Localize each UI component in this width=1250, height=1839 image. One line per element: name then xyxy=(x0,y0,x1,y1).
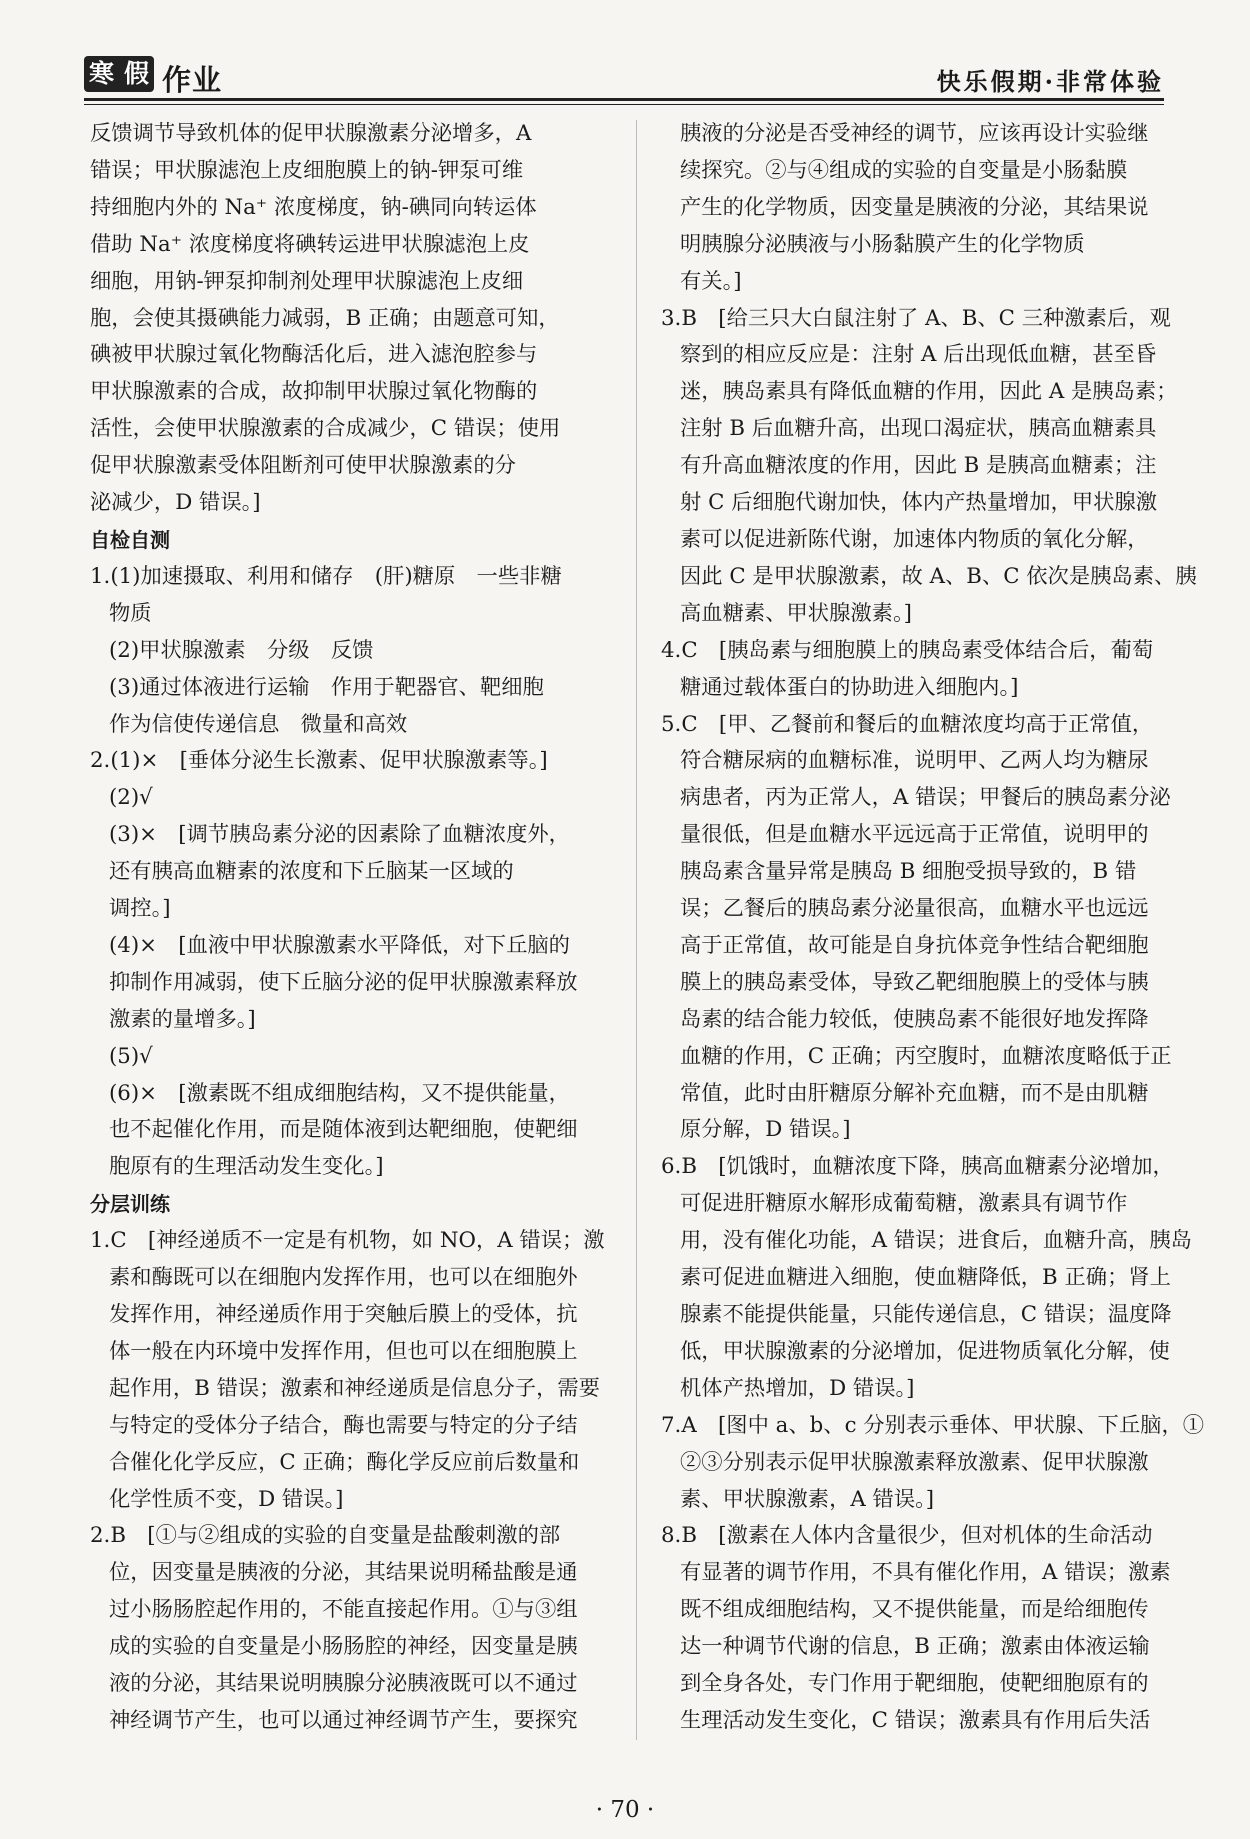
text-line: 察到的相应反应是：注射 A 后出现低血糖，甚至昏 xyxy=(680,342,1157,368)
text-line: 促甲状腺激素受体阻断剂可使甲状腺激素的分 xyxy=(90,453,516,479)
text-line: 素可促进血糖进入细胞，使血糖降低，B 正确；肾上 xyxy=(680,1265,1171,1291)
text-line: 4.C [胰岛素与细胞膜上的胰岛素受体结合后，葡萄 xyxy=(661,637,1154,663)
text-line: 腺素不能提供能量，只能传递信息，C 错误；温度降 xyxy=(680,1302,1172,1327)
text-line: 调控。] xyxy=(109,896,171,922)
text-line: 化学性质不变，D 错误。] xyxy=(109,1486,344,1512)
text-line: 2.B [①与②组成的实验的自变量是盐酸刺激的部 xyxy=(90,1523,561,1549)
text-line: 可促进肝糖原水解形成葡萄糖，激素具有调节作 xyxy=(680,1191,1128,1217)
text-line: 低，甲状腺激素的分泌增加，促进物质氧化分解，使 xyxy=(680,1338,1170,1364)
text-line: 6.B [饥饿时，血糖浓度下降，胰高血糖素分泌增加， xyxy=(661,1154,1174,1180)
text-line: 素和酶既可以在细胞内发挥作用，也可以在细胞外 xyxy=(109,1265,578,1291)
text-line: 生理活动发生变化，C 错误；激素具有作用后失活 xyxy=(680,1707,1151,1733)
text-line: 物质 xyxy=(109,600,152,626)
text-line: 有显著的调节作用，不具有催化作用，A 错误；激素 xyxy=(680,1560,1171,1586)
text-line: 原分解，D 错误。] xyxy=(680,1117,851,1143)
text-line: (2)甲状腺激素 分级 反馈 xyxy=(109,637,374,663)
text-line: 过小肠肠腔起作用的，不能直接起作用。①与③组 xyxy=(109,1597,578,1623)
logo xyxy=(84,56,154,92)
text-line: 因此 C 是甲状腺激素，故 A、B、C 依次是胰岛素、胰 xyxy=(680,563,1197,589)
text-line: 达一种调节代谢的信息，B 正确；激素由体液运输 xyxy=(680,1634,1150,1660)
text-line: 病患者，丙为正常人，A 错误；甲餐后的胰岛素分泌 xyxy=(680,785,1171,811)
header-slogan: 快乐假期·非常体验 xyxy=(936,67,1164,96)
text-line: 胞，会使其摄碘能力减弱，B 正确；由题意可知， xyxy=(90,305,560,331)
text-line: 注射 B 后血糖升高，出现口渴症状，胰高血糖素具 xyxy=(680,416,1157,442)
text-line: 起作用，B 错误；激素和神经递质是信息分子，需要 xyxy=(109,1375,600,1401)
text-line: 素、甲状腺激素，A 错误。] xyxy=(680,1486,935,1512)
page-number: · 70 · xyxy=(595,1797,655,1823)
text-line: (4)× [血液中甲状腺激素水平降低，对下丘脑的 xyxy=(109,932,570,958)
section-heading: 自检自测 xyxy=(90,527,170,552)
text-line: 作为信使传递信息 微量和高效 xyxy=(109,711,408,737)
text-line: 反馈调节导致机体的促甲状腺激素分泌增多，A xyxy=(90,121,532,146)
text-line: 胞原有的生理活动发生变化。] xyxy=(109,1154,384,1180)
text-line: 胰岛素含量异常是胰岛 B 细胞受损导致的，B 错 xyxy=(680,859,1137,885)
text-line: 膜上的胰岛素受体，导致乙靶细胞膜上的受体与胰 xyxy=(680,969,1149,995)
text-line: 1.C [神经递质不一定是有机物，如 NO，A 错误；激 xyxy=(90,1228,605,1254)
text-line: 神经调节产生，也可以通过神经调节产生，要探究 xyxy=(109,1707,578,1733)
text-line: 位，因变量是胰液的分泌，其结果说明稀盐酸是通 xyxy=(109,1560,578,1586)
text-line: 活性，会使甲状腺激素的合成减少，C 错误；使用 xyxy=(90,416,561,442)
text-line: 持细胞内外的 Na⁺ 浓度梯度，钠-碘同向转运体 xyxy=(90,194,537,220)
text-line: 糖通过载体蛋白的协助进入细胞内。] xyxy=(680,674,1019,700)
header-rule-thick xyxy=(84,98,1164,101)
text-line: 2.(1)× [垂体分泌生长激素、促甲状腺激素等。] xyxy=(90,748,548,774)
text-line: 有关。] xyxy=(680,268,742,294)
text-line: (3)通过体液进行运输 作用于靶器官、靶细胞 xyxy=(109,674,544,700)
text-line: 量很低，但是血糖水平远远高于正常值，说明甲的 xyxy=(680,822,1149,848)
text-line: 激素的量增多。] xyxy=(109,1006,256,1032)
logo-char-1: 寒 xyxy=(88,59,114,88)
text-line: 借助 Na⁺ 浓度梯度将碘转运进甲状腺滤泡上皮 xyxy=(90,231,530,257)
text-line: 还有胰高血糖素的浓度和下丘脑某一区域的 xyxy=(109,859,514,885)
text-line: 既不组成细胞结构，又不提供能量，而是给细胞传 xyxy=(680,1597,1149,1623)
text-line: 素可以促进新陈代谢，加速体内物质的氧化分解， xyxy=(680,526,1149,552)
text-line: 液的分泌，其结果说明胰腺分泌胰液既可以不通过 xyxy=(109,1671,578,1697)
text-line: 到全身各处，专门作用于靶细胞，使靶细胞原有的 xyxy=(680,1671,1149,1697)
text-line: 误；乙餐后的胰岛素分泌量很高，血糖水平也远远 xyxy=(680,896,1149,922)
text-line: 1.(1)加速摄取、利用和储存 (肝)糖原 一些非糖 xyxy=(90,563,562,589)
text-line: 血糖的作用，C 正确；丙空腹时，血糖浓度略低于正 xyxy=(680,1043,1172,1069)
text-line: (6)× [激素既不组成细胞结构，又不提供能量， xyxy=(109,1080,570,1106)
text-line: 迷，胰岛素具有降低血糖的作用，因此 A 是胰岛素； xyxy=(680,379,1178,405)
section-heading: 分层训练 xyxy=(90,1192,170,1217)
text-line: 7.A [图中 a、b、c 分别表示垂体、甲状腺、下丘脑，① xyxy=(661,1412,1205,1438)
text-line: 8.B [激素在人体内含量很少，但对机体的生命活动 xyxy=(661,1523,1153,1549)
text-line: 高于正常值，故可能是自身抗体竞争性结合靶细胞 xyxy=(680,932,1149,958)
text-line: 岛素的结合能力较低，使胰岛素不能很好地发挥降 xyxy=(680,1006,1149,1032)
text-line: (5)√ xyxy=(109,1043,153,1069)
text-line: 有升高血糖浓度的作用，因此 B 是胰高血糖素；注 xyxy=(680,453,1157,479)
text-line: (2)√ xyxy=(109,785,153,811)
text-line: 成的实验的自变量是小肠肠腔的神经，因变量是胰 xyxy=(109,1634,578,1660)
text-line: 抑制作用减弱，使下丘脑分泌的促甲状腺激素释放 xyxy=(109,969,578,995)
header-rule-thin xyxy=(84,104,1164,105)
text-line: 3.B [给三只大白鼠注射了 A、B、C 三种激素后，观 xyxy=(661,305,1171,331)
text-line: 高血糖素、甲状腺激素。] xyxy=(680,600,912,626)
text-line: 发挥作用，神经递质作用于突触后膜上的受体，抗 xyxy=(109,1302,578,1327)
text-line: 常值，此时由肝糖原分解补充血糖，而不是由肌糖 xyxy=(680,1080,1149,1106)
left-column xyxy=(90,116,605,1740)
text-line: ②③分别表示促甲状腺激素释放激素、促甲状腺激 xyxy=(680,1449,1149,1475)
text-line: 胰液的分泌是否受神经的调节，应该再设计实验继 xyxy=(680,121,1149,146)
logo-char-2: 假 xyxy=(123,59,149,88)
text-line: (3)× [调节胰岛素分泌的因素除了血糖浓度外， xyxy=(109,822,570,848)
text-line: 与特定的受体分子结合，酶也需要与特定的分子结 xyxy=(109,1412,578,1438)
text-line: 错误；甲状腺滤泡上皮细胞膜上的钠-钾泵可维 xyxy=(90,157,524,183)
text-line: 碘被甲状腺过氧化物酶活化后，进入滤泡腔参与 xyxy=(90,342,538,368)
text-line: 合催化化学反应，C 正确；酶化学反应前后数量和 xyxy=(109,1449,580,1475)
text-line: 用，没有催化功能，A 错误；进食后，血糖升高，胰岛 xyxy=(680,1228,1192,1254)
text-line: 泌减少，D 错误。] xyxy=(90,490,261,516)
text-line: 细胞，用钠-钾泵抑制剂处理甲状腺滤泡上皮细 xyxy=(90,268,524,294)
text-line: 明胰腺分泌胰液与小肠黏膜产生的化学物质 xyxy=(680,231,1085,257)
right-column xyxy=(661,116,1205,1740)
column-divider xyxy=(636,120,637,1740)
header-title: 作业 xyxy=(162,63,223,97)
text-line: 机体产热增加，D 错误。] xyxy=(680,1375,915,1401)
page-header xyxy=(84,52,1164,98)
text-line: 符合糖尿病的血糖标准，说明甲、乙两人均为糖尿 xyxy=(680,748,1149,774)
text-line: 续探究。②与④组成的实验的自变量是小肠黏膜 xyxy=(680,157,1128,183)
text-line: 甲状腺激素的合成，故抑制甲状腺过氧化物酶的 xyxy=(90,379,538,405)
text-line: 体一般在内环境中发挥作用，但也可以在细胞膜上 xyxy=(109,1338,578,1364)
text-line: 射 C 后细胞代谢加快，体内产热量增加，甲状腺激 xyxy=(680,490,1158,516)
text-line: 产生的化学物质，因变量是胰液的分泌，其结果说 xyxy=(680,194,1149,220)
text-line: 也不起催化作用，而是随体液到达靶细胞，使靶细 xyxy=(109,1117,578,1143)
text-line: 5.C [甲、乙餐前和餐后的血糖浓度均高于正常值， xyxy=(661,711,1154,737)
